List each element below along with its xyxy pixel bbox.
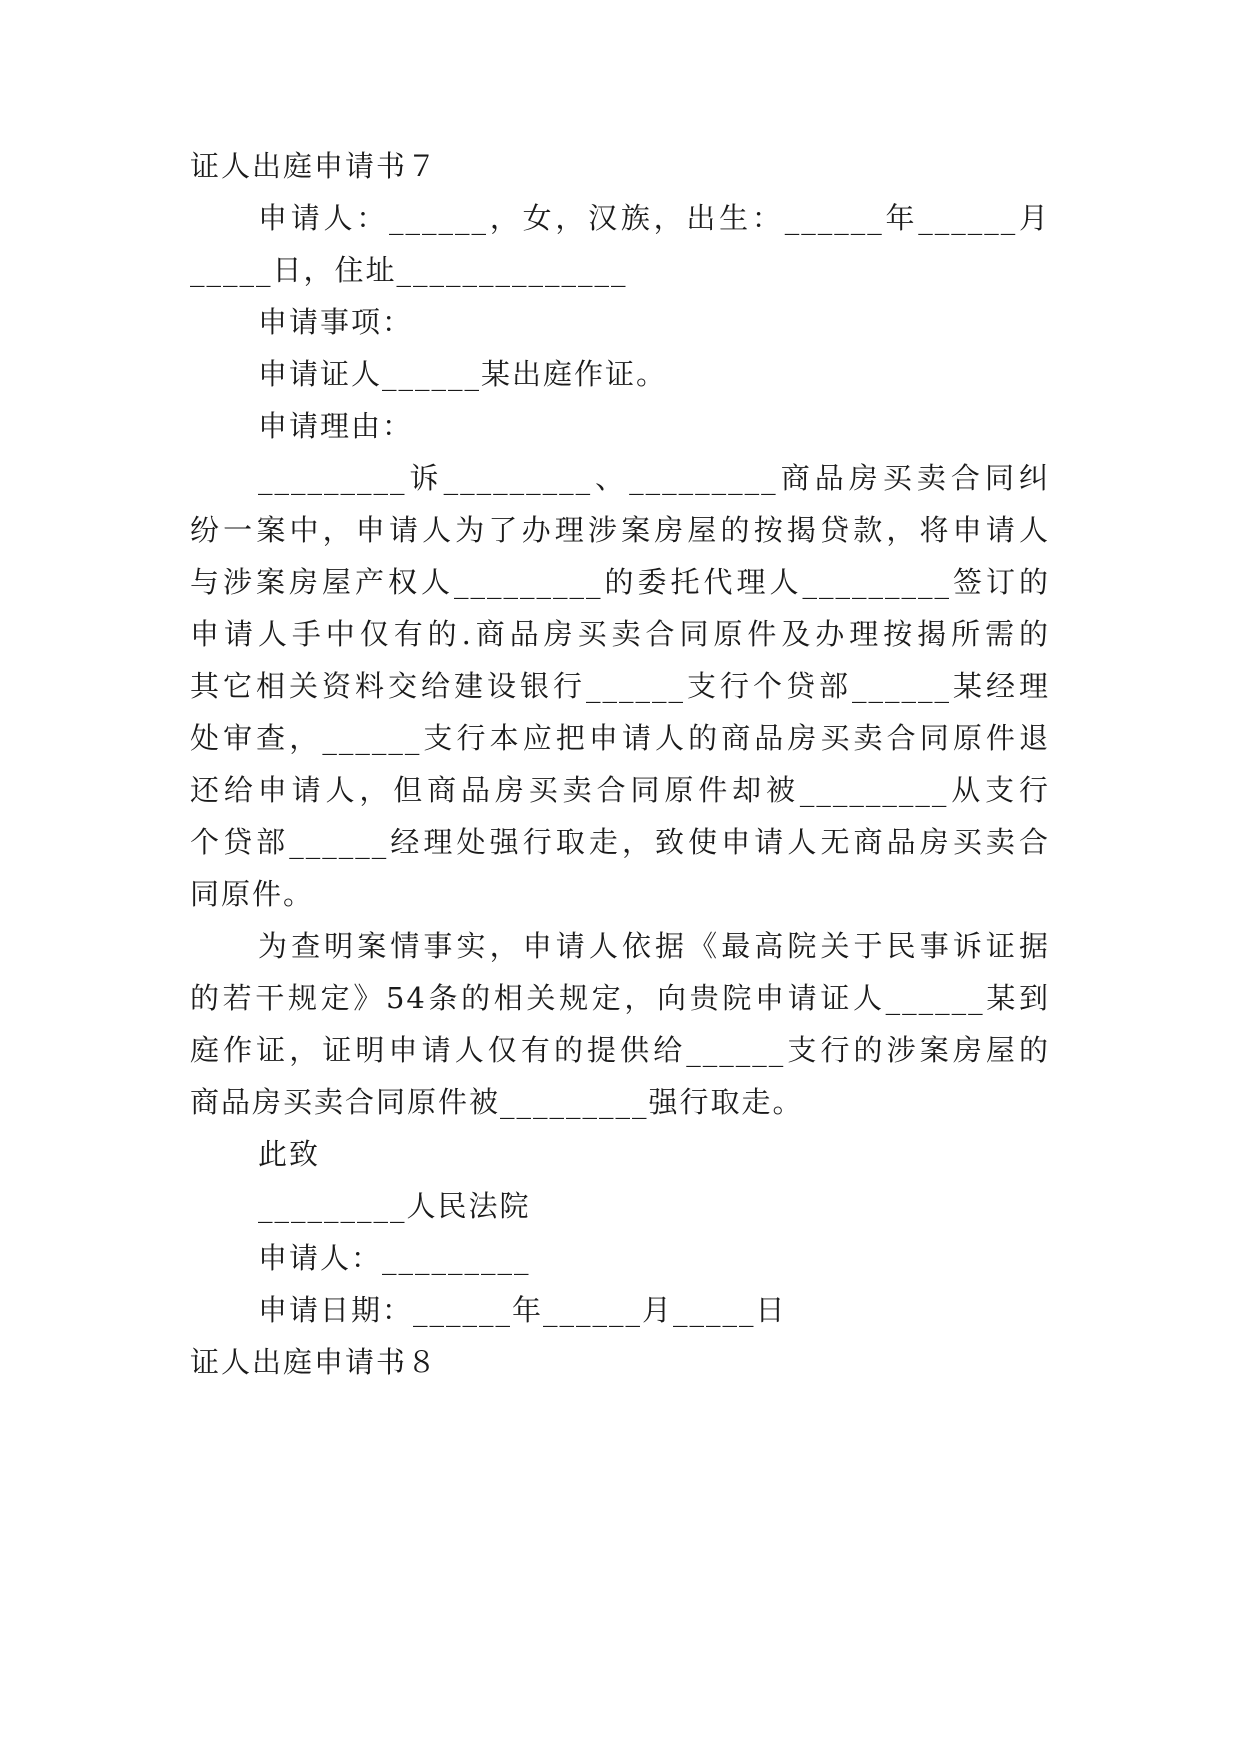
applicant-line: 申请人：______，女，汉族，出生：______年______月 (258, 201, 1050, 235)
closing-salutation: 此致 (258, 1137, 321, 1171)
basis-line-1: 为查明案情事实，申请人依据《最高院关于民事诉证据 (258, 929, 1050, 963)
basis-line-4: 商品房买卖合同原件被_________强行取走。 (190, 1085, 804, 1119)
reason-line-9: 同原件。 (190, 877, 315, 911)
address-line: _____日，住址______________ (190, 253, 628, 287)
reason-line-7: 还给申请人，但商品房买卖合同原件却被_________从支行 (190, 773, 1050, 807)
section-title-8: 证人出庭申请书８ (190, 1345, 439, 1379)
basis-line-3: 庭作证，证明申请人仅有的提供给______支行的涉案房屋的 (190, 1033, 1050, 1067)
court-addressee: _________人民法院 (258, 1189, 531, 1223)
basis-line-2: 的若干规定》54条的相关规定，向贵院申请证人______某到 (190, 981, 1050, 1015)
request-heading: 申请事项： (258, 305, 414, 339)
reason-line-3: 与涉案房屋产权人_________的委托代理人_________签订的 (190, 565, 1050, 599)
request-content: 申请证人______某出庭作证。 (258, 357, 668, 391)
section-title-7: 证人出庭申请书７ (190, 149, 439, 183)
application-date: 申请日期：______年______月_____日 (258, 1293, 787, 1327)
reason-line-4: 申请人手中仅有的.商品房买卖合同原件及办理按揭所需的 (190, 617, 1050, 651)
reason-line-5: 其它相关资料交给建设银行______支行个贷部______某经理 (190, 669, 1050, 703)
reason-line-2: 纷一案中，申请人为了办理涉案房屋的按揭贷款，将申请人 (190, 513, 1050, 547)
reason-line-1: _________诉_________、_________商品房买卖合同纠 (258, 461, 1050, 495)
reason-line-8: 个贷部______经理处强行取走，致使申请人无商品房买卖合 (190, 825, 1050, 859)
reason-line-6: 处审查，______支行本应把申请人的商品房买卖合同原件退 (190, 721, 1050, 755)
signature-applicant: 申请人：_________ (258, 1241, 531, 1275)
reason-heading: 申请理由： (258, 409, 414, 443)
